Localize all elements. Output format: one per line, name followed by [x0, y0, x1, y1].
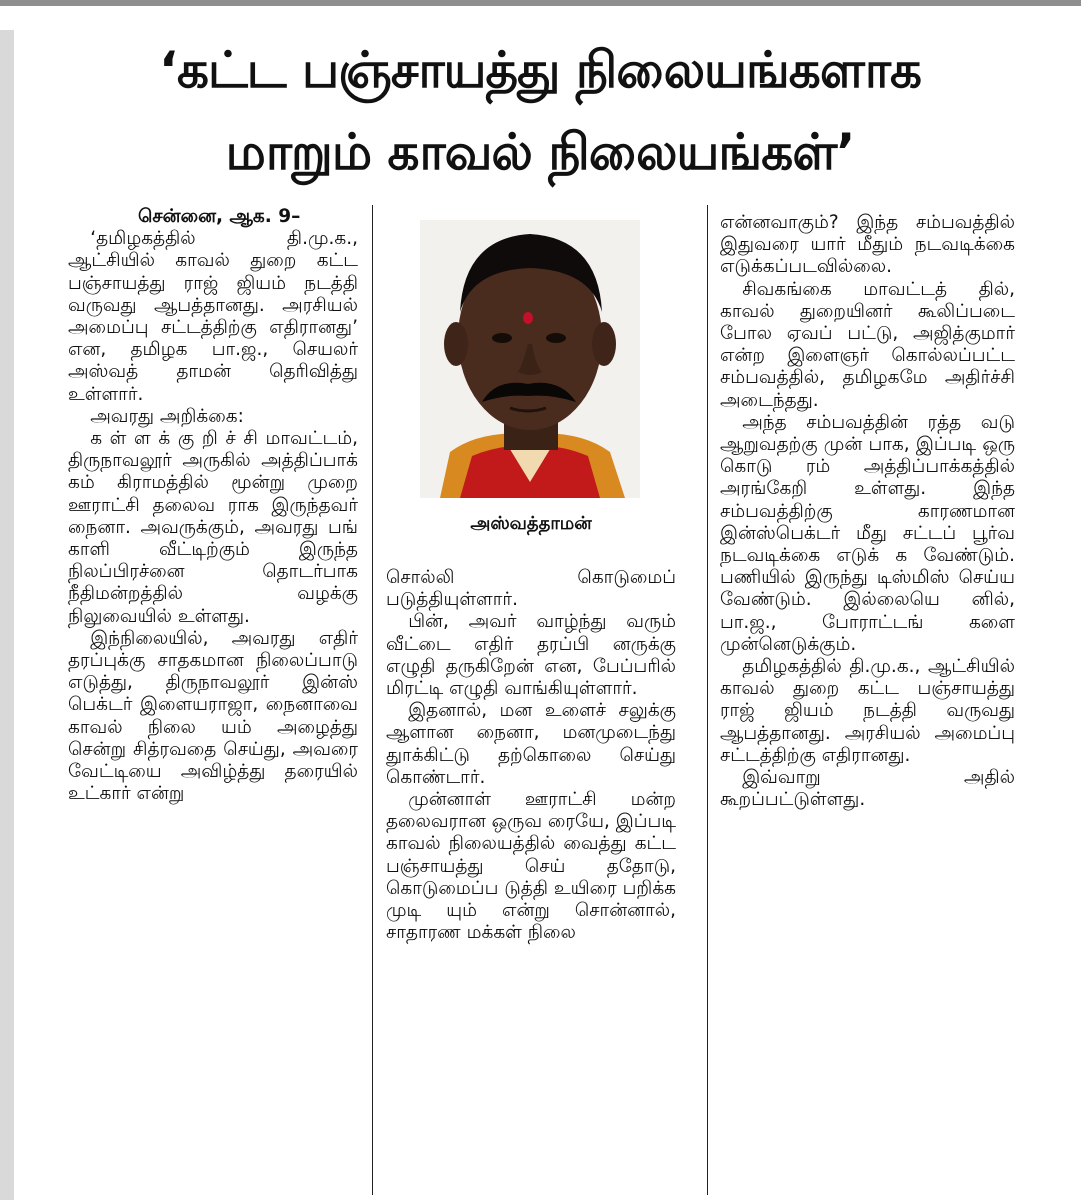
article-column-middle [386, 567, 676, 944]
paragraph: இவ்வாறு அதில் கூறப்பட்டுள்ளது. [720, 767, 1015, 811]
paragraph: சிவகங்கை மாவட்டத் தில், காவல் துறையினர் கூலிப்படை போல ஏவப் பட்டு, அஜித்குமார் என்ற இளைஞர் கொல்லப்பட்ட சம்பவத்தில், தமிழகமே அதிர்ச்சி அடைந்தது. [720, 278, 1015, 411]
portrait-icon [420, 220, 640, 498]
top-border [0, 0, 1081, 6]
column-divider-right [707, 205, 708, 1195]
paragraph: அவரது அறிக்கை: [90, 405, 244, 427]
headline-line-1: ‘கட்ட பஞ்சாயத்து நிலையங்களாக [158, 41, 921, 99]
paragraph: ‘தமிழகத்தில் தி.மு.க., ஆட்சியில் காவல் துறை கட்ட பஞ்சாயத்து ராஜ் ஜியம் நடத்தி வருவது ஆபத்தானது. அரசியல் அமைப்பு சட்டத்திற்கு எதிரானது’ என, தமிழக பா.ஜ., செயலர் அஸ்வத் தாமன் தெரிவித்து உள்ளார். [68, 228, 358, 405]
paragraph: முன்னாள் ஊராட்சி மன்ற தலைவரான ஒருவ ரையே, இப்படி காவல் நிலையத்தில் வைத்து கட்ட பஞ்சாயத்து செய் ததோடு, கொடுமைப்ப டுத்தி உயிரை பறிக்க முடி யும் என்று சொன்னால், சாதாரண மக்கள் நிலை [386, 789, 676, 944]
paragraph: க ள் ள க் கு றி ச் சி மாவட்டம், திருநாவலூர் அருகில் அத்திப்பாக் கம் கிராமத்தில் மூன்று முறை ஊராட்சி தலைவ ராக இருந்தவர் நைனா. அவருக்கும், அவரது பங் காளி வீட்டிற்கும் இருந்த நிலப்பிரச்னை தொடர்பாக நீதிமன்றத்தில் வழக்கு நிலுவையில் உள்ளது. [68, 428, 358, 627]
portrait-photo [420, 220, 640, 498]
column-divider-left [372, 205, 373, 1195]
left-margin-strip [0, 30, 14, 1200]
paragraph: இந்நிலையில், அவரது எதிர் தரப்புக்கு சாதகமான நிலைப்பாடு எடுத்து, திருநாவலூர் இன்ஸ் பெக்டர் இளையராஜா, நைனாவை காவல் நிலை யம் அழைத்து சென்று சித்ரவதை செய்து, அவரை வேட்டியை அவிழ்த்து தரையில் உட்கார் என்று [68, 627, 358, 805]
paragraph: பின், அவர் வாழ்ந்து வரும் வீட்டை எதிர் தரப்பி னருக்கு எழுதி தருகிறேன் என, பேப்பரில் மிரட்டி எழுதி வாங்கியுள்ளார். [386, 611, 676, 700]
paragraph: அந்த சம்பவத்தின் ரத்த வடு ஆறுவதற்கு முன் பாக, இப்படி ஒரு கொடு ரம் அத்திப்பாக்கத்தில் அரங்கேறி உள்ளது. இந்த சம்பவத்திற்கு காரணமான இன்ஸ்பெக்டர் மீது சட்டப் பூர்வ நடவடிக்கை எடுக் க வேண்டும். பணியில் இருந்து டிஸ்மிஸ் செய்ய வேண்டும். இல்லையெ னில், பா.ஜ., போராட்டங் களை முன்னெடுக்கும். [720, 411, 1015, 655]
paragraph: இதனால், மன உளைச் சலுக்கு ஆளான நைனா, மனமுடைந்து துாக்கிட்டு தற்கொலை செய்து கொண்டார். [386, 700, 676, 788]
article-column-left [68, 206, 358, 805]
headline-line-2: மாறும் காவல் நிலையங்கள்’ [225, 123, 855, 181]
article-column-right [720, 212, 1015, 811]
dateline: சென்னை, ஆக. 9– [138, 206, 301, 227]
paragraph: தமிழகத்தில் தி.மு.க., ஆட்சியில் காவல் துறை கட்ட பஞ்சாயத்து ராஜ் ஜியம் நடத்தி வருவது ஆபத்தானது. அரசியல் அமைப்பு சட்டத்திற்கு எதிரானது. [720, 656, 1015, 766]
photo-caption: அஸ்வத்தாமன் [470, 513, 592, 534]
paragraph: என்னவாகும்? இந்த சம்பவத்தில் இதுவரை யார் மீதும் நடவடிக்கை எடுக்கப்படவில்லை. [720, 212, 1015, 278]
paragraph: சொல்லி கொடுமைப் படுத்தியுள்ளார். [386, 567, 676, 611]
